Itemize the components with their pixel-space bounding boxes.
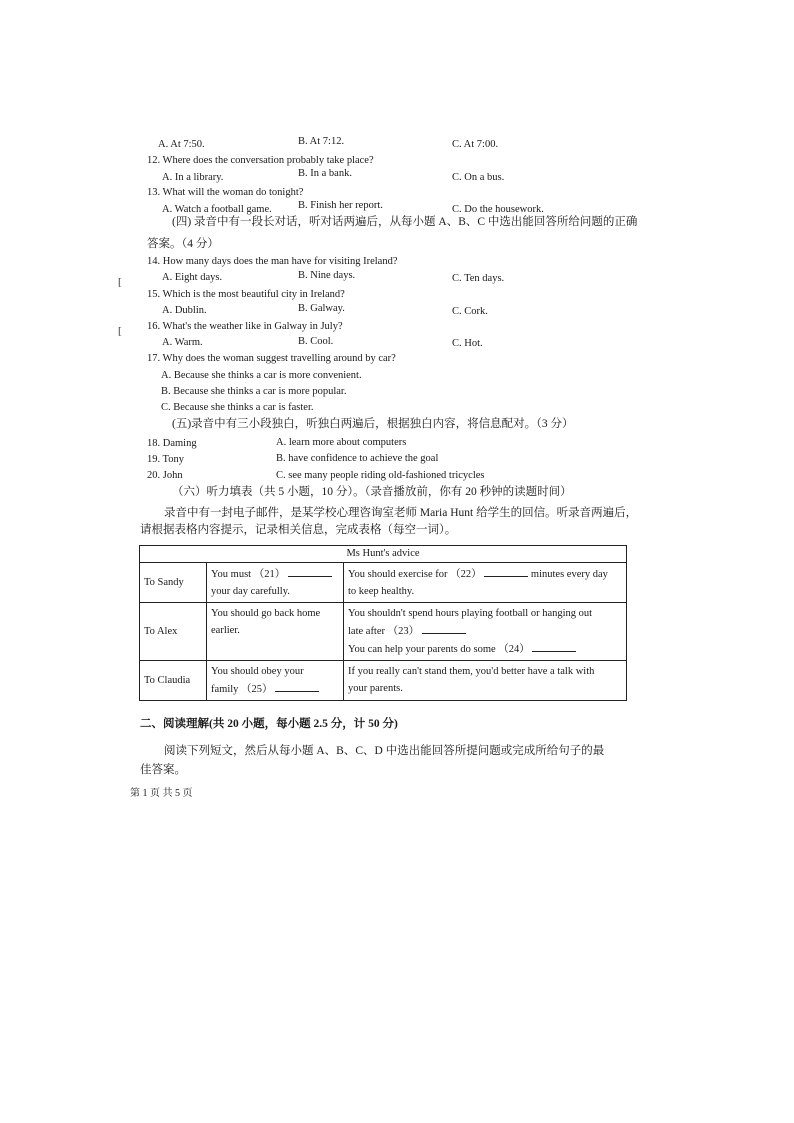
q14-option-b: B. Nine days. [298,270,356,281]
sandy-advice-2-mid: minutes every day [530,569,608,580]
q14-option-a: A. Eight days. [162,272,223,283]
blank-21[interactable] [288,565,332,577]
page-footer: 第 1 页 共 5 页 [130,788,193,799]
blank-22[interactable] [484,565,528,577]
part2-heading: 二、阅读理解(共 20 小题，每小题 2.5 分，计 50 分) [140,718,398,730]
q12-option-b: B. In a bank. [298,168,352,179]
scan-mark: [ [118,276,122,288]
q13-option-c: C. Do the housework. [452,204,544,215]
match-option-b: B. have confidence to achieve the goal [276,453,439,464]
alex-advice-3-text: You can help your parents do some （24） [348,644,530,655]
match-item-18: 18. Daming [147,438,197,449]
row-label-alex: To Alex [140,603,207,661]
sandy-advice-2 [344,563,627,603]
q15-option-c: C. Cork. [452,306,488,317]
claudia-advice-2-text: If you really can't stand them, you'd better have a talk with [348,666,595,677]
q11-option-a: A. At 7:50. [158,139,205,150]
match-item-20: 20. John [147,470,183,481]
q14-stem: 14. How many days does the man have for visiting Ireland? [147,256,398,267]
claudia-advice-1-cont: family （25） [211,684,273,695]
q13-stem: 13. What will the woman do tonight? [147,187,304,198]
q17-option-b: B. Because she thinks a car is more popular. [161,386,347,397]
q11-option-c: C. At 7:00. [452,139,499,150]
table-row-claudia [140,661,627,701]
q13-option-a: A. Watch a football game. [162,204,272,215]
scan-mark: [ [118,325,122,337]
q17-stem: 17. Why does the woman suggest travelling around by car? [147,353,396,364]
match-item-19: 19. Tony [147,454,184,465]
match-option-a: A. learn more about computers [276,437,407,448]
alex-advice-1-cont: earlier. [211,625,240,636]
alex-advice-2-text: You shouldn't spend hours playing football or hanging out [348,608,593,619]
section6-instruction-2: 请根据表格内容提示，记录相关信息，完成表格（每空一词）。 [140,524,457,536]
sandy-advice-1-text: You must （21） [211,569,286,580]
blank-24[interactable] [532,640,576,652]
claudia-advice-1 [207,661,344,701]
q14-option-c: C. Ten days. [452,273,505,284]
blank-25[interactable] [275,680,319,692]
claudia-advice-2 [344,661,627,701]
match-option-c: C. see many people riding old-fashioned tricycles [276,470,485,481]
table-title: Ms Hunt's advice [140,546,627,563]
claudia-advice-2-cont: your parents. [348,683,403,694]
section6-heading: （六）听力填表（共 5 小题，10 分）。（录音播放前，你有 20 秒钟的读题时间） [172,486,572,498]
q11-option-b: B. At 7:12. [298,136,345,147]
section4-instruction: (四) 录音中有一段长对话，听对话两遍后，从每小题 A、B、C 中选出能回答所给问题的正确 [172,216,638,228]
q17-option-a: A. Because she thinks a car is more convenient. [161,370,362,381]
claudia-advice-1-text: You should obey your [211,666,304,677]
q15-stem: 15. Which is the most beautiful city in Ireland? [147,289,345,300]
advice-table [139,545,627,701]
q16-stem: 16. What's the weather like in Galway in July? [147,321,343,332]
sandy-advice-1 [207,563,344,603]
row-label-sandy: To Sandy [140,563,207,603]
alex-advice-1 [207,603,344,661]
sandy-advice-2-text: You should exercise for （22） [348,569,482,580]
row-label-claudia: To Claudia [140,661,207,701]
section4-points: 答案。（4 分） [147,238,219,250]
alex-advice-2-cont: late after （23） [348,626,420,637]
alex-advice-2 [344,603,627,661]
part2-instruction-1: 阅读下列短文，然后从每小题 A、B、C、D 中选出能回答所提问题或完成所给句子的最 [164,745,605,757]
q16-option-c: C. Hot. [452,338,483,349]
alex-advice-1-text: You should go back home [211,608,321,619]
blank-23[interactable] [422,622,466,634]
section5-instruction: (五)录音中有三小段独白，听独白两遍后，根据独白内容，将信息配对。（3 分） [172,418,574,430]
part2-instruction-2: 佳答案。 [140,764,186,776]
q15-option-a: A. Dublin. [162,305,207,316]
q13-option-b: B. Finish her report. [298,200,383,211]
q12-option-c: C. On a bus. [452,172,505,183]
q16-option-a: A. Warm. [162,337,203,348]
table-row-alex [140,603,627,661]
table-row-sandy [140,563,627,603]
q15-option-b: B. Galway. [298,303,345,314]
sandy-advice-1-cont: your day carefully. [211,586,290,597]
q17-option-c: C. Because she thinks a car is faster. [161,402,314,413]
section6-instruction-1: 录音中有一封电子邮件，是某学校心理咨询室老师 Maria Hunt 给学生的回信。听录音两遍后， [164,507,638,519]
q16-option-b: B. Cool. [298,336,334,347]
q12-option-a: A. In a library. [162,172,224,183]
q12-stem: 12. Where does the conversation probably take place? [147,155,374,166]
sandy-advice-2-cont: to keep healthy. [348,586,415,597]
